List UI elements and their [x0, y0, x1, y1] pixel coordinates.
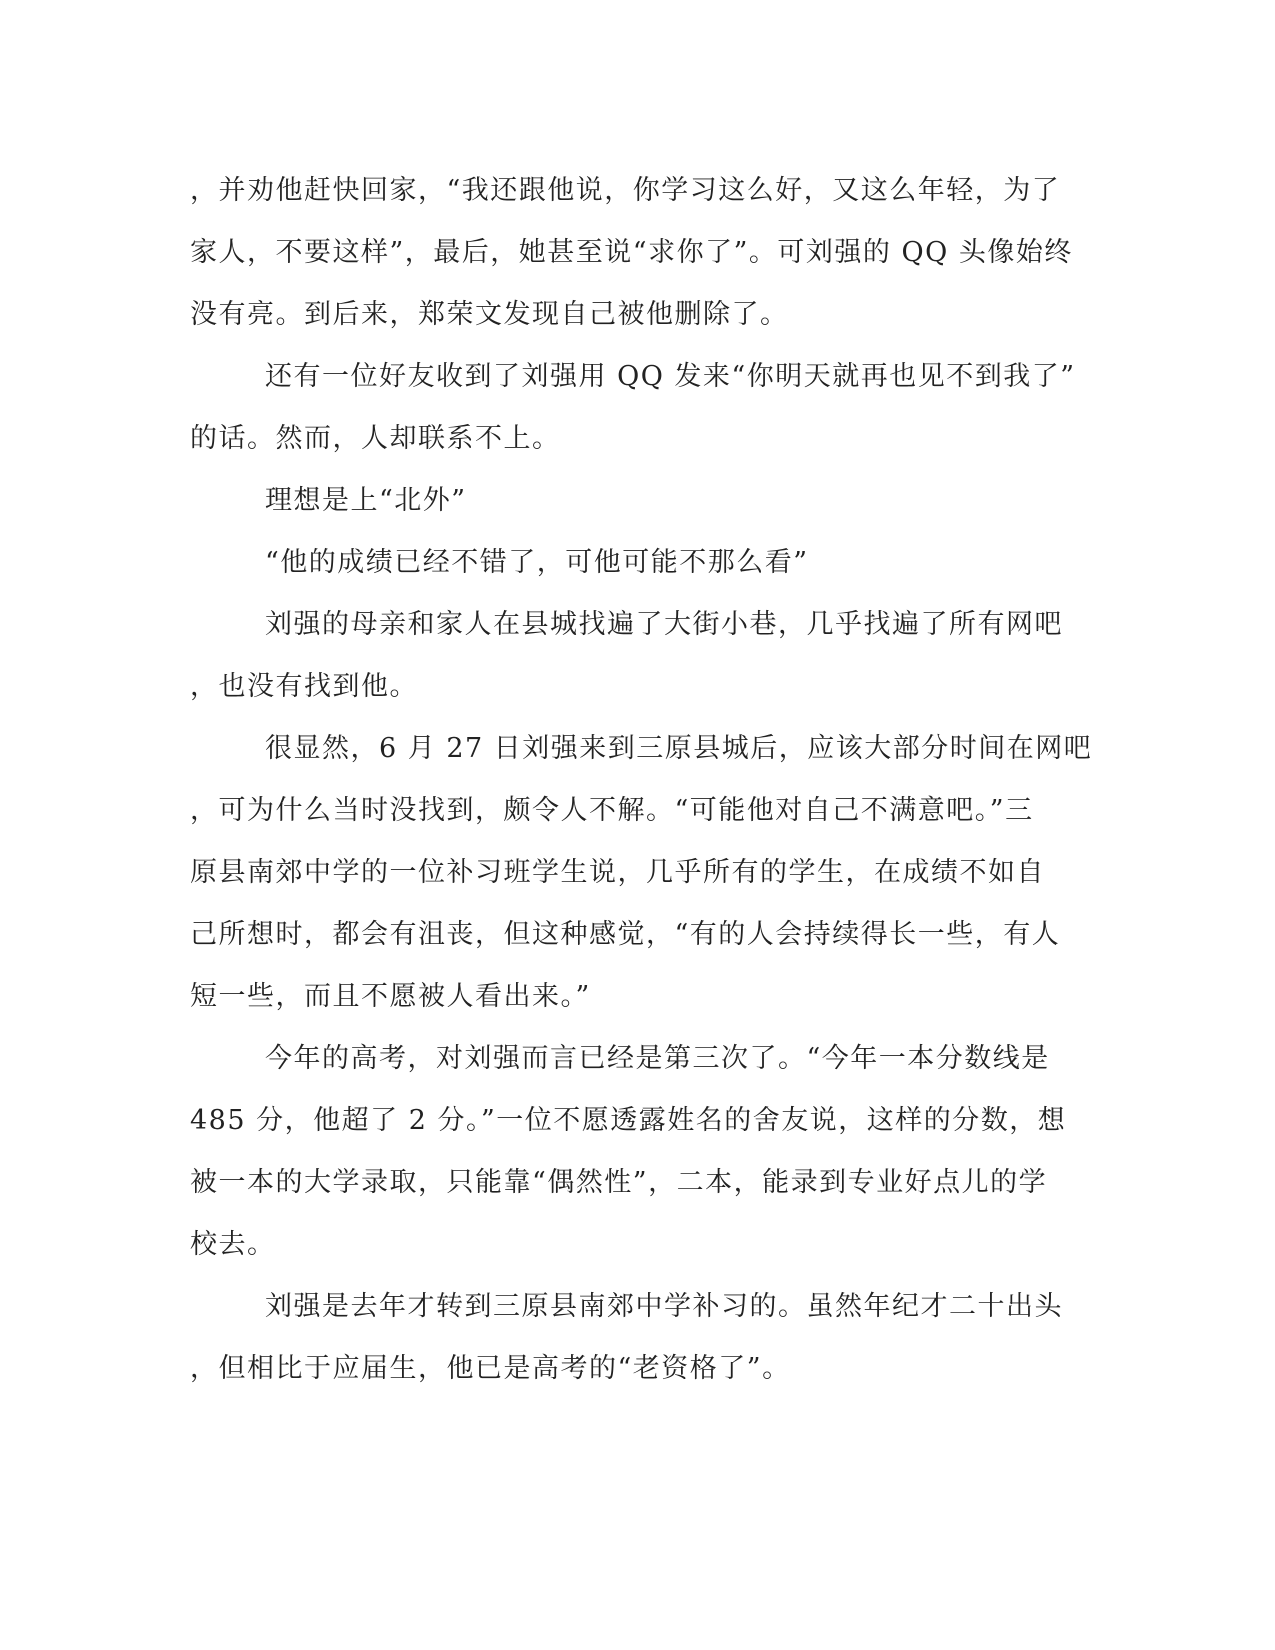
text-line: 家人，不要这样”，最后，她甚至说“求你了”。可刘强的 QQ 头像始终: [190, 237, 1073, 268]
text-line: ，可为什么当时没找到，颇令人不解。“可能他对自己不满意吧。”三: [190, 795, 1034, 826]
paragraph-first-line: 今年的高考，对刘强而言已经是第三次了。“今年一本分数线是: [265, 1043, 1050, 1074]
text-line: 485 分，他超了 2 分。”一位不愿透露姓名的舍友说，这样的分数，想: [190, 1105, 1067, 1136]
text-line: ，并劝他赶快回家，“我还跟他说，你学习这么好，又这么年轻，为了: [190, 175, 1061, 206]
paragraph-first-line: 刘强是去年才转到三原县南郊中学补习的。虽然年纪才二十出头: [265, 1291, 1063, 1322]
text-line: 校去。: [190, 1229, 276, 1260]
section-subheading: “他的成绩已经不错了，可他可能不那么看”: [265, 547, 809, 578]
text-line: 被一本的大学录取，只能靠“偶然性”，二本，能录到专业好点儿的学: [190, 1167, 1048, 1198]
text-line: 短一些，而且不愿被人看出来。”: [190, 981, 591, 1012]
text-line: 没有亮。到后来，郑荣文发现自己被他删除了。: [190, 299, 789, 330]
section-heading: 理想是上“北外”: [265, 485, 467, 516]
body-text: [190, 160, 1093, 1400]
paragraph-first-line: 很显然，6 月 27 日刘强来到三原县城后，应该大部分时间在网吧: [265, 733, 1093, 764]
paragraph-first-line: 刘强的母亲和家人在县城找遍了大街小巷，几乎找遍了所有网吧: [265, 609, 1063, 640]
text-line: ，也没有找到他。: [190, 671, 418, 702]
text-line: 的话。然而，人却联系不上。: [190, 423, 561, 454]
text-line: 原县南郊中学的一位补习班学生说，几乎所有的学生，在成绩不如自: [190, 857, 1045, 888]
text-line: ，但相比于应届生，他已是高考的“老资格了”。: [190, 1353, 791, 1384]
text-line: 己所想时，都会有沮丧，但这种感觉，“有的人会持续得长一些，有人: [190, 919, 1061, 950]
paragraph-first-line: 还有一位好友收到了刘强用 QQ 发来“你明天就再也见不到我了”: [265, 361, 1076, 392]
